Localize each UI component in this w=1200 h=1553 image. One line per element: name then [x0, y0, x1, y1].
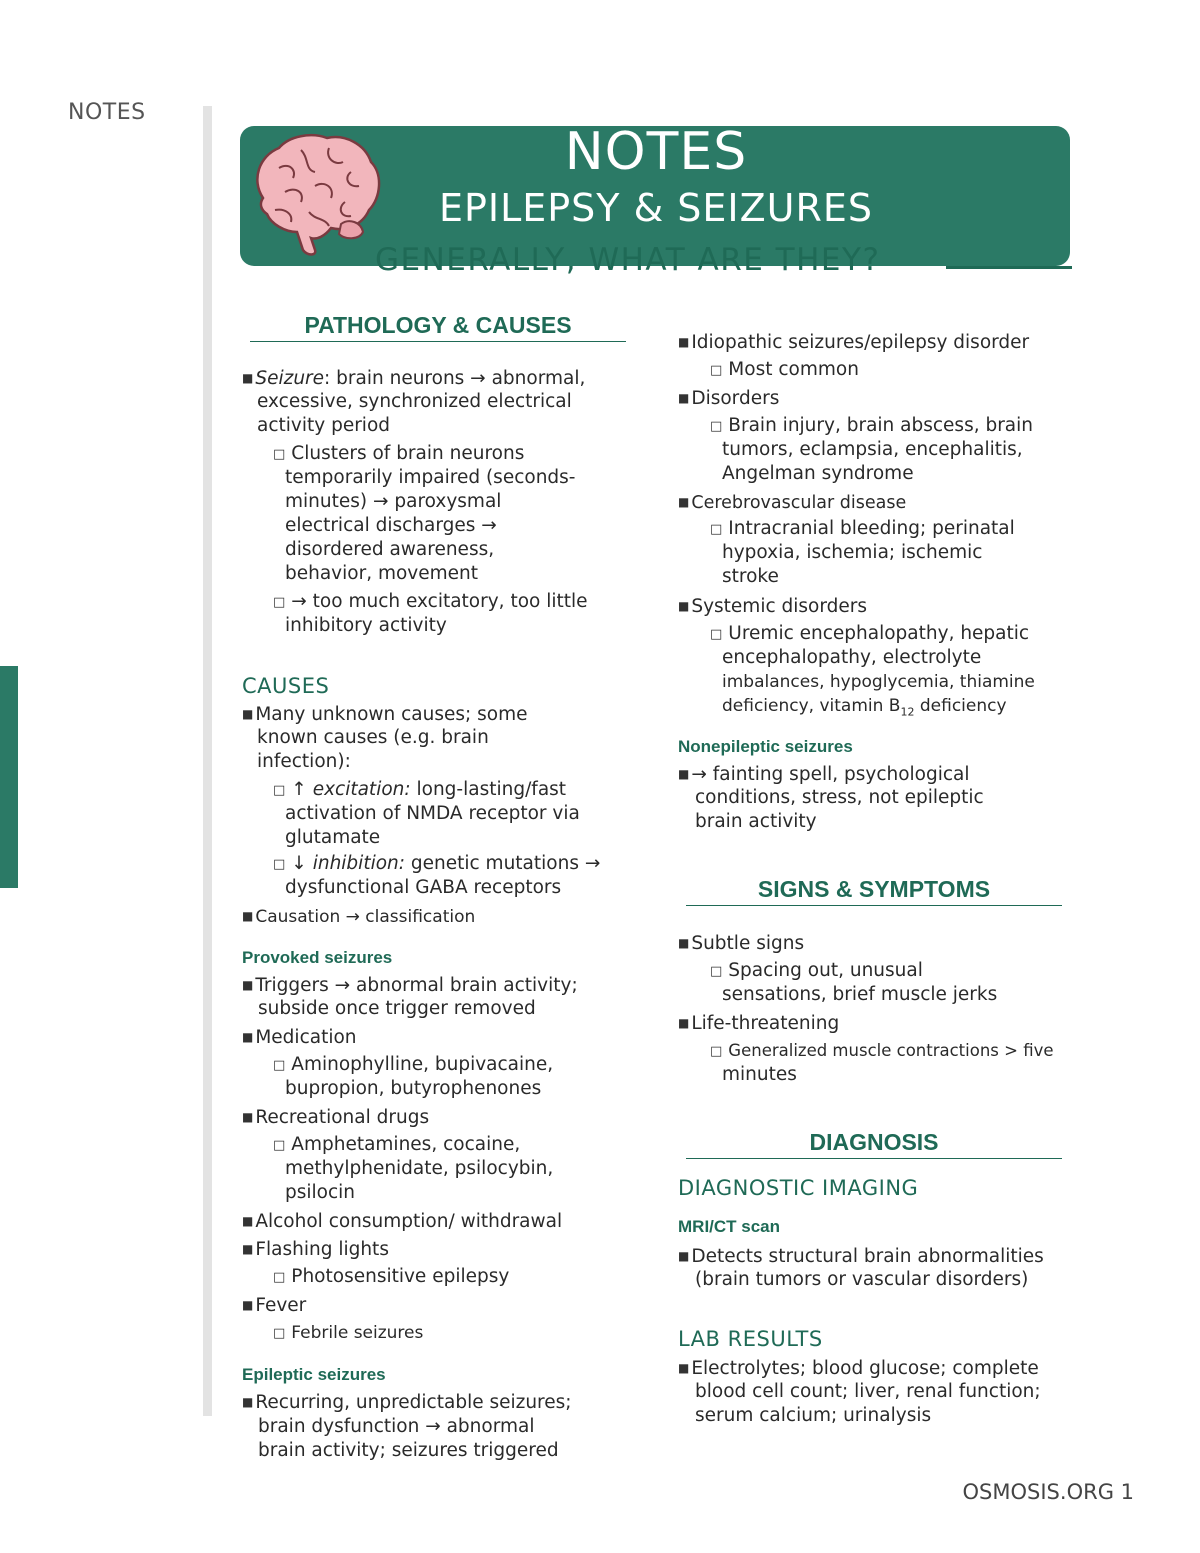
- brain-icon: [245, 128, 385, 258]
- epileptic-heading: Epileptic seizures: [242, 1365, 386, 1384]
- list-item-cont: subside once trigger removed: [258, 998, 536, 1019]
- sub-item-cont: minutes) → paroxysmal: [285, 491, 502, 512]
- sub-item-cont: electrical discharges →: [285, 515, 497, 536]
- list-item-cont: conditions, stress, not epileptic: [695, 787, 984, 808]
- causes-heading: CAUSES: [242, 674, 330, 698]
- sub-item-cont: inhibitory activity: [285, 615, 447, 636]
- sub-item: □ Intracranial bleeding; perinatal: [710, 518, 1015, 539]
- list-item-cont: brain activity; seizures triggered: [258, 1440, 559, 1461]
- list-item-cont: brain activity: [695, 811, 817, 832]
- side-tab-marker: [0, 666, 18, 888]
- sub-item-cont: psilocin: [285, 1182, 356, 1203]
- sub-item: □ → too much excitatory, too little: [273, 591, 588, 612]
- list-item: ■ Idiopathic seizures/epilepsy disorder: [678, 332, 1030, 353]
- mri-heading: MRI/CT scan: [678, 1217, 781, 1236]
- page-title: EPILEPSY & SEIZURES: [438, 186, 874, 230]
- list-item: ■ Cerebrovascular disease: [678, 493, 907, 513]
- list-item: ■ Subtle signs: [678, 933, 805, 954]
- sub-item-cont: activation of NMDA receptor via: [285, 803, 580, 824]
- signs-heading: SIGNS & SYMPTOMS: [686, 876, 1062, 906]
- sub-item: □ Most common: [710, 359, 859, 380]
- sub-item-cont: sensations, brief muscle jerks: [722, 984, 998, 1005]
- sub-item-cont: encephalopathy, electrolyte: [722, 647, 982, 668]
- section-banner-title: GENERALLY, WHAT ARE THEY?: [375, 242, 881, 278]
- list-item-cont: blood cell count; liver, renal function;: [695, 1381, 1041, 1402]
- sub-item-cont: imbalances, hypoglycemia, thiamine: [722, 672, 1035, 692]
- sub-item: □ ↑ excitation: long-lasting/fast: [273, 779, 567, 800]
- banner-underline: [946, 266, 1072, 269]
- sub-item: □ ↓ inhibition: genetic mutations →: [273, 853, 601, 874]
- nonepileptic-heading: Nonepileptic seizures: [678, 737, 853, 756]
- sub-item-cont: stroke: [722, 566, 779, 587]
- sub-item: □ Spacing out, unusual: [710, 960, 923, 981]
- list-item-cont: known causes (e.g. brain: [257, 727, 489, 748]
- side-notes-label: NOTES: [68, 100, 146, 125]
- sub-item-cont: deficiency, vitamin $B_{12}$ deficiency: [722, 696, 1007, 719]
- sub-item-cont: disordered awareness,: [285, 539, 495, 560]
- imaging-heading: DIAGNOSTIC IMAGING: [678, 1176, 919, 1200]
- sub-item-cont: Angelman syndrome: [722, 463, 914, 484]
- list-item-cont: infection):: [257, 751, 351, 772]
- sub-item-cont: tumors, eclampsia, encephalitis,: [722, 439, 1023, 460]
- sub-item: □ Febrile seizures: [273, 1323, 424, 1343]
- list-item: ■ Recurring, unpredictable seizures;: [242, 1392, 572, 1413]
- sub-item-cont: temporarily impaired (seconds-: [285, 467, 576, 488]
- sub-item-cont: minutes: [722, 1064, 797, 1085]
- sub-item: □ Brain injury, brain abscess, brain: [710, 415, 1034, 436]
- sub-item: □ Uremic encephalopathy, hepatic: [710, 623, 1030, 644]
- sub-item: □ Generalized muscle contractions > five: [710, 1041, 1054, 1060]
- list-item: ■ Alcohol consumption/ withdrawal: [242, 1211, 563, 1232]
- provoked-heading: Provoked seizures: [242, 948, 393, 967]
- sub-item-cont: bupropion, butyrophenones: [285, 1078, 542, 1099]
- list-item-cont: (brain tumors or vascular disorders): [695, 1269, 1029, 1290]
- list-item: ■ Many unknown causes; some: [242, 704, 528, 725]
- list-item-cont: activity period: [257, 415, 391, 436]
- list-item: ■ Life-threatening: [678, 1013, 840, 1034]
- list-item: ■ Flashing lights: [242, 1239, 389, 1260]
- list-item: ■ Detects structural brain abnormalities: [678, 1246, 1044, 1267]
- left-margin-rule: [203, 106, 212, 1416]
- sub-item: □ Aminophylline, bupivacaine,: [273, 1054, 554, 1075]
- list-item: ■ → fainting spell, psychological: [678, 764, 970, 785]
- list-item: ■ Triggers → abnormal brain activity;: [242, 975, 578, 996]
- sub-item-cont: methylphenidate, psilocybin,: [285, 1158, 554, 1179]
- pathology-heading: PATHOLOGY & CAUSES: [250, 312, 626, 342]
- title-notes: NOTES: [564, 122, 748, 182]
- list-item: ■ Recreational drugs: [242, 1107, 430, 1128]
- list-item: ■ Seizure: brain neurons → abnormal,: [242, 368, 586, 389]
- term-seizure: Seizure: [255, 368, 325, 389]
- list-item-cont: excessive, synchronized electrical: [257, 391, 572, 412]
- list-item: ■ Electrolytes; blood glucose; complete: [678, 1358, 1039, 1379]
- sub-item: □ Amphetamines, cocaine,: [273, 1134, 521, 1155]
- sub-item: □ Clusters of brain neurons: [273, 443, 525, 464]
- list-item: ■ Fever: [242, 1295, 307, 1316]
- list-item: ■ Causation → classification: [242, 907, 476, 927]
- list-item: ■ Disorders: [678, 388, 780, 409]
- sub-item: □ Photosensitive epilepsy: [273, 1266, 510, 1287]
- diagnosis-heading: DIAGNOSIS: [686, 1129, 1062, 1159]
- sub-item-cont: dysfunctional GABA receptors: [285, 877, 562, 898]
- sub-item-cont: behavior, movement: [285, 563, 479, 584]
- sub-item-cont: hypoxia, ischemia; ischemic: [722, 542, 983, 563]
- list-item-cont: brain dysfunction → abnormal: [258, 1416, 535, 1437]
- sub-item-cont: glutamate: [285, 827, 381, 848]
- list-item-cont: serum calcium; urinalysis: [695, 1405, 932, 1426]
- lab-heading: LAB RESULTS: [678, 1327, 823, 1351]
- list-item: ■ Systemic disorders: [678, 596, 868, 617]
- list-item: ■ Medication: [242, 1027, 357, 1048]
- page-footer: OSMOSIS.ORG 1: [962, 1480, 1134, 1504]
